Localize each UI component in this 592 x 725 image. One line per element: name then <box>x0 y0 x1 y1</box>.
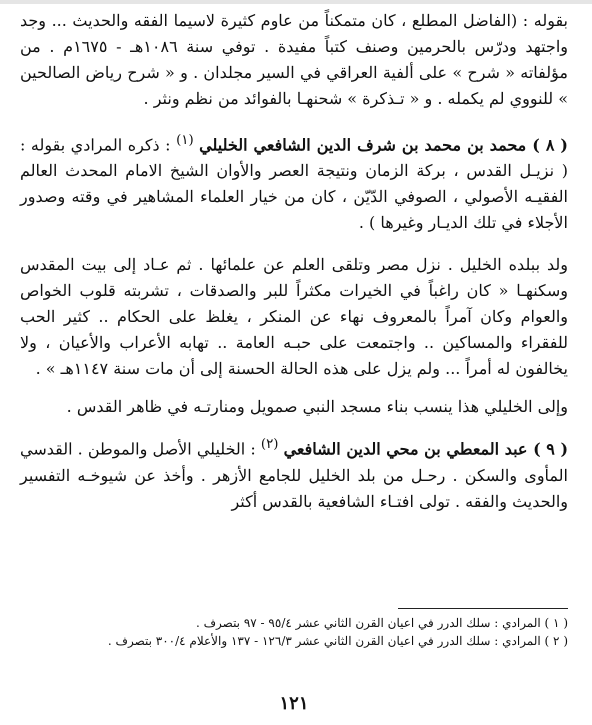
spacer <box>20 382 568 394</box>
spacer <box>20 236 568 252</box>
page-number: ١٢١ <box>279 693 309 714</box>
entry-9 <box>20 432 568 514</box>
book-page <box>20 8 568 720</box>
spacer <box>20 112 568 128</box>
spacer <box>20 420 568 432</box>
footnotes <box>20 614 568 650</box>
footnote-2: ( ٢ ) المرادي : سلك الدرر في اعيان القرن الثاني عشر ١٢٦/٣ - ١٣٧ والأعلام ٣٠٠/٤ بتصرف . <box>107 634 568 648</box>
paragraph-1: بقوله : (الفاضل المطلع ، كان متمكناً من عاوم كثيرة لاسيما الفقه والحديث ... وجد واجتهد ودرّس بالحرمين وصنف كتباً مفيدة . توفي سنة ١٠٨٦هـ - ١٦٧٥م . من مؤلفاته « شرح » على ألفية العراقي في السير مجلدان . و « شرح رياض الصالحين » للنووي لم يكمله . و « تـذكرة » شحنهـا بالفوائد من نظم ونثر . <box>20 11 568 108</box>
entry-8 <box>20 128 568 236</box>
entry-9-text: : الخليلي الأصل والموطن . القدسي المأوى والسكن . رحـل من بلد الخليل للجامع الأزهر . وأخذ عن شيوخـه التفسير والحديث والفقه . تولى افتـاء الشافعية بالقدس أكثر <box>20 439 568 511</box>
entry-8-heading: ( ٨ ) محمد بن محمد بن شرف الدين الشافعي الخليلي <box>199 135 568 155</box>
window-top-edge <box>0 0 592 4</box>
entry-8-footnote-ref: (١) <box>176 133 194 148</box>
entry-9-footnote-ref: (٢) <box>260 437 279 453</box>
footnote-1: ( ١ ) المرادي : سلك الدرر في اعيان القرن الثاني عشر ٩٥/٤ - ٩٧ بتصرف . <box>195 616 568 630</box>
footnote-divider <box>398 608 568 609</box>
entry-8-text: : ذكره المرادي بقوله : ( نزيـل القدس ، بركة الزمان ونتيجة العصر والأوان الشيخ الامام المحدث العالم الفقيـه الأصولي ، الصوفي الدّيّن ، كان من خيار العلماء المشاهير في وقته وصدور الأجلاء في تلك الديـار وغيرها ) . <box>20 135 568 233</box>
paragraph-2: ولد ببلده الخليل . نزل مصر وتلقى العلم عن علمائها . ثم عـاد إلى بيت المقدس وسكنهـا « كان راغباً في الخيرات مكثراً للبر والصدقات ، تشربته قلوب الخواص والعوام وكان آمراً بالمعروف نهاء عن المنكر ، يغلظ على الحكام .. كثير الحب للفقراء والمساكين .. واجتمعت على حبـه العامة .. تهابه الأعراب والأعيان ، ولا يخالفون له أمراً ... ولم يزل على هذه الحالة الحسنة إلى أن مات سنة ١١٤٧هـ » . <box>20 255 568 379</box>
paragraph-3: وإلى الخليلي هذا ينسب بناء مسجد النبي صمويل ومنارتـه في ظاهر القدس . <box>66 397 568 417</box>
entry-9-heading: ( ٩ ) عبد المعطي بن محي الدين الشافعي <box>283 439 569 459</box>
